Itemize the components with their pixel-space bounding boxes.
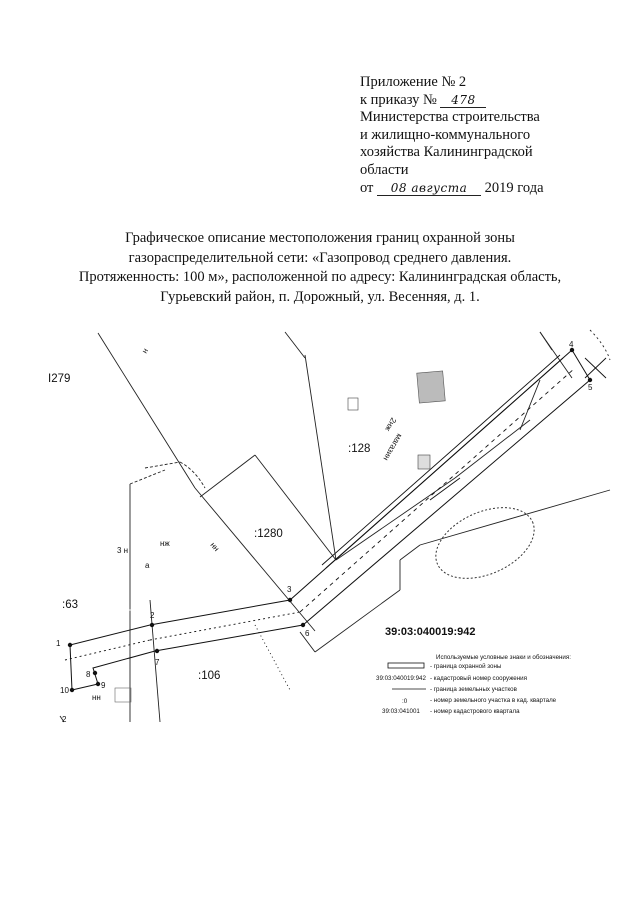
order-prefix: к приказу №: [360, 91, 437, 108]
building-shape: [418, 455, 430, 469]
title-line-4: Гурьевский район, п. Дорожный, ул. Весенняя, д. 1.: [160, 288, 480, 305]
legend-item-symbol: 39:03:041001: [382, 708, 420, 715]
building-shape: [115, 688, 131, 702]
point-label: 2: [150, 611, 155, 620]
turning-point: [68, 643, 72, 647]
point-label: 8: [86, 670, 91, 679]
date-handwritten: 08 августа: [377, 182, 481, 196]
turning-point: [155, 649, 159, 653]
parcel-label: :1280: [254, 528, 283, 540]
title-line-3: Протяженность: 100 м», расположенной по адресу: Калининградская область,: [78, 269, 562, 285]
legend-item-symbol: 39:03:040019:942: [376, 675, 426, 682]
point-label: 4: [569, 340, 574, 349]
annotation: нн: [208, 540, 222, 554]
turning-point: [288, 598, 292, 602]
title-line-1: Графическое описание местоположения границ охранной зоны: [125, 230, 515, 246]
point-label: 1: [56, 639, 61, 648]
point-label: 5: [588, 383, 593, 392]
parcel-label: :106: [198, 670, 221, 682]
annotation: нж: [160, 539, 170, 548]
order-number-handwritten: 478: [440, 94, 486, 108]
appendix-line: Приложение № 2: [360, 74, 467, 90]
annotation: а: [145, 561, 150, 570]
parcel-label: :128: [348, 443, 371, 455]
title-line-2: газораспределительной сети: «Газопровод среднего давления.: [128, 249, 512, 266]
turning-point: [588, 378, 592, 382]
legend-item-text: - граница охранной зоны: [430, 663, 502, 670]
legend-item-text: - номер кадастрового квартала: [430, 708, 520, 715]
annotation: нн: [92, 693, 101, 702]
annotation: н: [140, 346, 151, 356]
turning-point: [96, 682, 100, 686]
legend-item-text: - граница земельных участков: [430, 686, 517, 693]
turning-point: [70, 688, 74, 692]
turning-point: [301, 623, 305, 627]
point-label: 7: [155, 658, 160, 667]
oval-object: [425, 494, 545, 593]
ministry-line-2: и жилищно-коммунального: [360, 126, 531, 143]
annotation: магазин: [381, 432, 405, 463]
turning-point: [93, 671, 97, 675]
legend-item-text: - кадастровый номер сооружения: [430, 675, 527, 682]
date-prefix: от: [360, 179, 374, 196]
annotation: 2нж: [383, 416, 399, 433]
point-label: 10: [60, 686, 69, 695]
ministry-line-1: Министерства строительства: [360, 109, 540, 126]
ministry-line-3: хозяйства Калининградской: [360, 144, 533, 161]
date-suffix: 2019 года: [484, 179, 544, 196]
parcel-boundaries: [55, 330, 610, 722]
parcel-label: I279: [48, 373, 71, 385]
building-shape: [348, 398, 358, 410]
legend-item-text: - номер земельного участка в кад. квартале: [430, 697, 557, 704]
point-label: 3: [287, 585, 292, 594]
legend-zone-symbol: [388, 663, 424, 668]
legend-item-symbol: :0: [402, 698, 408, 705]
legend-title: Используемые условные знаки и обозначения:: [436, 654, 571, 661]
point-label: 9: [101, 681, 106, 690]
point-label: 6: [305, 629, 310, 638]
structure-cadastral-number: 39:03:040019:942: [385, 626, 476, 638]
annotation: 3 н: [117, 546, 129, 555]
annotation: 2: [62, 715, 67, 724]
parcel-label: :63: [62, 599, 78, 611]
direction-arrows-icon: [585, 358, 606, 378]
turning-point: [150, 623, 154, 627]
legend: [376, 654, 571, 715]
building-shape: [417, 371, 446, 403]
ministry-line-4: области: [360, 161, 409, 178]
